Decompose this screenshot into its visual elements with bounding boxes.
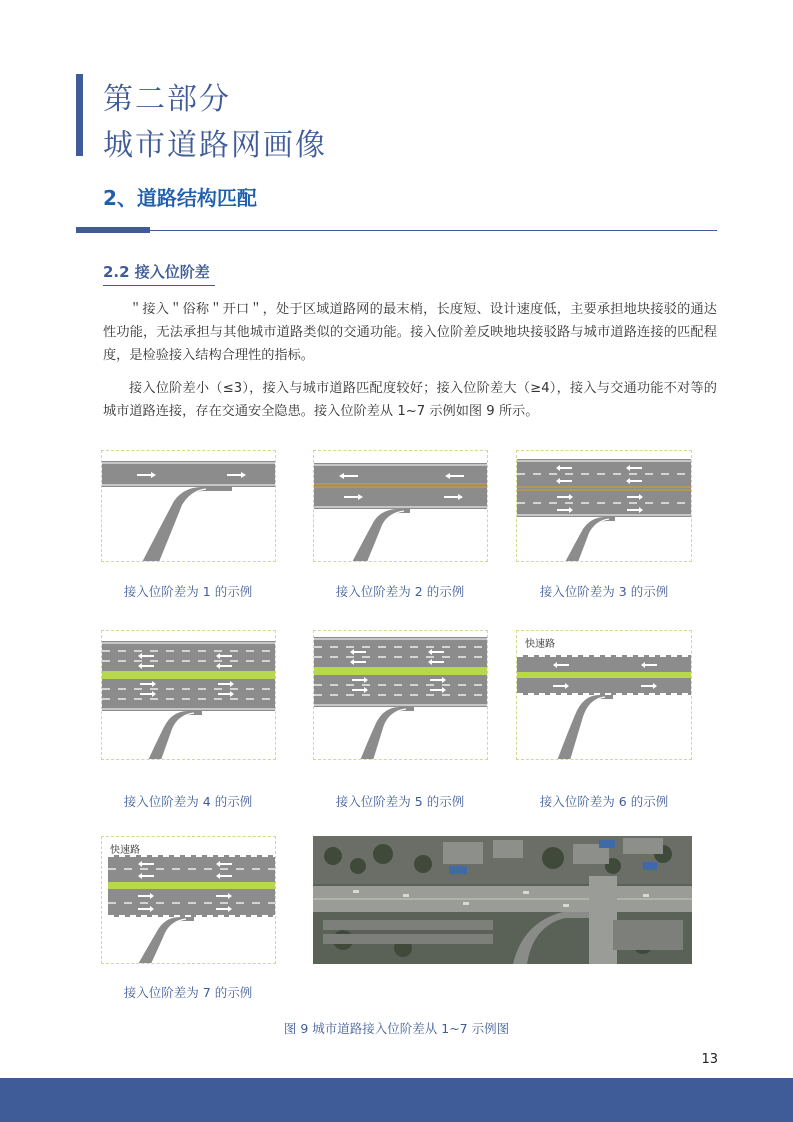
subsection-underline [103, 285, 215, 286]
figure-5-diagram [313, 630, 488, 760]
aerial-photo [313, 836, 692, 964]
figure-5-caption: 接入位阶差为 5 的示例 [335, 794, 465, 809]
part-label: 第二部分 [103, 82, 231, 117]
chapter-title: 城市道路网画像 [103, 128, 327, 163]
figure-6-caption: 接入位阶差为 6 的示例 [539, 794, 669, 809]
figure-1-caption: 接入位阶差为 1 的示例 [123, 584, 253, 599]
title-accent-bar [76, 74, 83, 156]
section-divider-thick [76, 227, 150, 233]
subsection-title: 2.2 接入位阶差 [103, 263, 210, 281]
figure-1-diagram [101, 450, 276, 562]
figure-7-expressway-label: 快速路 [110, 845, 140, 856]
figure-7-caption: 接入位阶差为 7 的示例 [123, 985, 253, 1000]
paragraph-2: 接入位阶差小（≤3），接入与城市道路匹配度较好；接入位阶差大（≥4），接入与交通功能不对等的城市道路连接，存在交通安全隐患。接入位阶差从 1~7 示例如图 9 所示。 [103, 381, 717, 419]
section-divider-thin [150, 230, 717, 231]
figure-7-diagram [101, 836, 276, 964]
figure-6-expressway-label: 快速路 [525, 639, 555, 650]
figure-4-caption: 接入位阶差为 4 的示例 [123, 794, 253, 809]
figure-3-diagram [516, 450, 692, 562]
footer-band [0, 1078, 793, 1122]
figure-9-caption: 图 9 城市道路接入位阶差从 1~7 示例图 [283, 1021, 510, 1036]
figure-4-diagram [101, 630, 276, 760]
section-title: 2、道路结构匹配 [103, 186, 257, 210]
page-number: 13 [701, 1052, 718, 1067]
figure-2-diagram [313, 450, 488, 562]
figure-3-caption: 接入位阶差为 3 的示例 [539, 584, 669, 599]
paragraph-1: ＂接入＂俗称＂开口＂，处于区域道路网的最末梢，长度短、设计速度低，主要承担地块接驳的通达性功能，无法承担与其他城市道路类似的交通功能。接入位阶差反映地块接驳路与城市道路连接的匹配程度，是检验接入结构合理性的指标。 [103, 302, 717, 363]
figure-2-caption: 接入位阶差为 2 的示例 [335, 584, 465, 599]
figure-6-diagram [516, 630, 692, 760]
